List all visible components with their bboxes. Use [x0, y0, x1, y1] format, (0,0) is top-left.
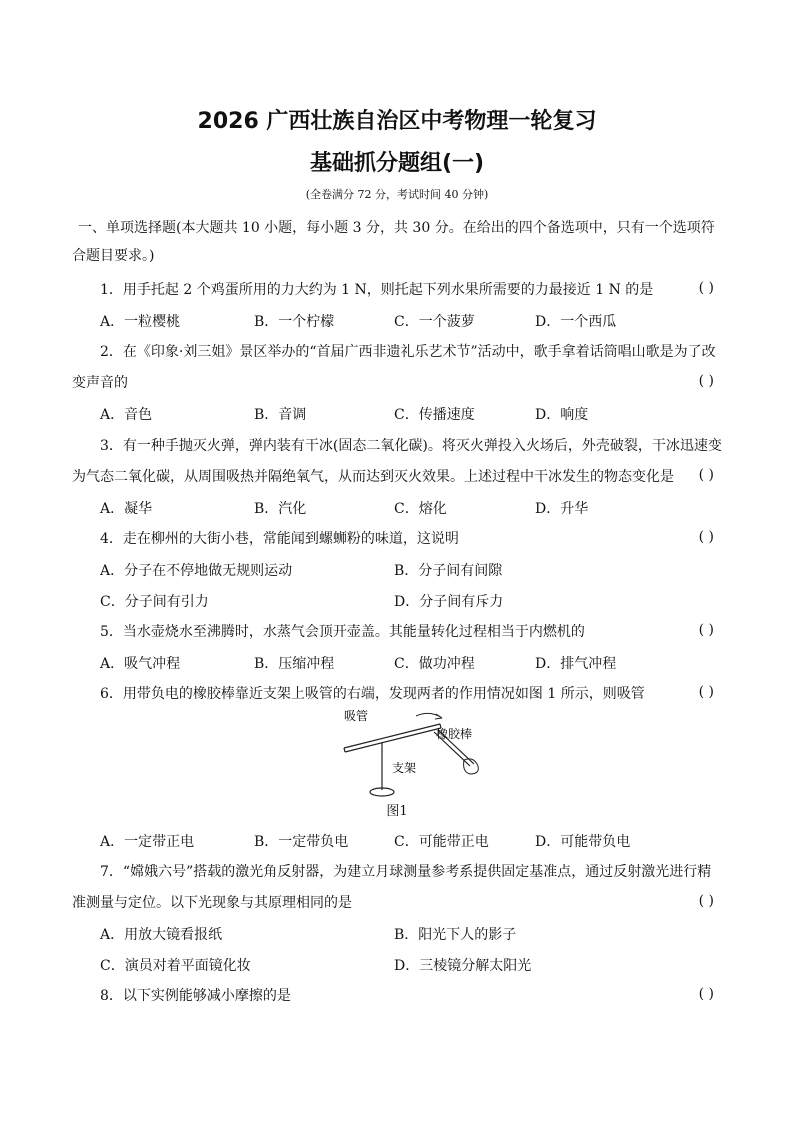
exam-note: (全卷满分 72 分，考试时间 40 分钟) [305, 188, 489, 201]
figure-label-stand: 支架 [392, 761, 417, 775]
question-6-answer-bracket: ( ) [698, 684, 714, 700]
question-6-text: 6．用带负电的橡胶棒靠近支架上吸管的右端，发现两者的作用情况如图 1 所示，则吸管 [100, 686, 645, 702]
exam-title: 2026 广西壮族自治区中考物理一轮复习 [197, 109, 597, 134]
question-3-option-b: B．汽化 [254, 501, 307, 517]
question-6-option-d: D．可能带负电 [535, 834, 631, 850]
question-1-answer-bracket: ( ) [698, 280, 714, 296]
question-7-option-d: D．三棱镜分解太阳光 [394, 958, 532, 974]
question-5-text: 5．当水壶烧水至沸腾时，水蒸气会顶开壶盖。其能量转化过程相当于内燃机的 [100, 624, 585, 640]
figure-label-rod: 橡胶棒 [436, 727, 473, 741]
question-2-option-d: D．响度 [535, 407, 589, 423]
question-1-option-b: B．一个柠檬 [254, 314, 335, 330]
question-2-answer-bracket: ( ) [698, 373, 714, 389]
question-2-text-line1: 2．在《印象·刘三姐》景区举办的“首届广西非遗礼乐艺术节”活动中，歌手拿着话筒唱山歌是为了改 [100, 344, 716, 360]
question-4-option-a: A．分子在不停地做无规则运动 [100, 563, 293, 579]
question-4-option-d: D．分子间有斥力 [394, 594, 504, 610]
question-8-text: 8．以下实例能够减小摩擦的是 [100, 988, 291, 1004]
question-3-text-line2: 为气态二氧化碳，从周围吸热并隔绝氧气，从而达到灭火效果。上述过程中干冰发生的物态变化是 [72, 469, 674, 485]
question-4-text: 4．走在柳州的大街小巷，常能闻到螺蛳粉的味道，这说明 [100, 531, 459, 547]
question-2-option-b: B．音调 [254, 407, 307, 423]
question-1-text: 1．用手托起 2 个鸡蛋所用的力大约为 1 N，则托起下列水果所需要的力最接近 1 N 的是 [100, 282, 654, 298]
question-4-option-c: C．分子间有引力 [100, 594, 209, 610]
question-7-answer-bracket: ( ) [698, 893, 714, 909]
question-1-option-d: D．一个西瓜 [535, 314, 617, 330]
question-5-answer-bracket: ( ) [698, 622, 714, 638]
question-2-text-line2: 变声音的 [72, 375, 128, 391]
question-3-option-a: A．凝华 [100, 501, 153, 517]
question-5-option-d: D．排气冲程 [535, 656, 617, 672]
question-7-option-b: B．阳光下人的影子 [394, 927, 517, 943]
figure-label-straw: 吸管 [344, 709, 369, 723]
question-8-answer-bracket: ( ) [698, 986, 714, 1002]
question-2-option-c: C．传播速度 [394, 407, 475, 423]
question-6-option-b: B．一定带负电 [254, 834, 349, 850]
question-5-option-c: C．做功冲程 [394, 656, 475, 672]
straw-shape [344, 724, 441, 752]
question-4-option-b: B．分子间有间隙 [394, 563, 503, 579]
question-5-option-a: A．吸气冲程 [100, 656, 181, 672]
section-intro-line2: 合题目要求。) [72, 248, 155, 264]
stand-shape [370, 742, 394, 796]
question-3-option-d: D．升华 [535, 501, 589, 517]
figure-1-caption: 图1 [386, 804, 408, 819]
question-7-option-a: A．用放大镜看报纸 [100, 927, 223, 943]
question-3-option-c: C．熔化 [394, 501, 447, 517]
question-1-option-a: A．一粒樱桃 [100, 314, 181, 330]
question-1-option-c: C．一个菠萝 [394, 314, 475, 330]
question-7-option-c: C．演员对着平面镜化妆 [100, 958, 251, 974]
question-5-option-b: B．压缩冲程 [254, 656, 335, 672]
question-3-text-line1: 3．有一种手抛灭火弹，弹内装有干冰(固态二氧化碳)。将灭火弹投入火场后，外壳破裂，干冰迅速变 [100, 438, 722, 454]
question-2-option-a: A．音色 [100, 407, 153, 423]
question-3-answer-bracket: ( ) [698, 467, 714, 483]
section-intro-line1: 一、单项选择题(本大题共 10 小题，每小题 3 分，共 30 分。在给出的四个备选项中，只有一个选项符 [78, 220, 715, 236]
exam-subtitle: 基础抓分题组(一) [309, 151, 485, 176]
question-6-option-c: C．可能带正电 [394, 834, 489, 850]
question-7-text-line2: 准测量与定位。以下光现象与其原理相同的是 [72, 895, 352, 911]
question-4-answer-bracket: ( ) [698, 529, 714, 545]
question-6-option-a: A．一定带正电 [100, 834, 195, 850]
question-7-text-line1: 7．“嫦娥六号”搭载的激光角反射器，为建立月球测量参考系提供固定基准点，通过反射激光进行精 [100, 864, 712, 880]
